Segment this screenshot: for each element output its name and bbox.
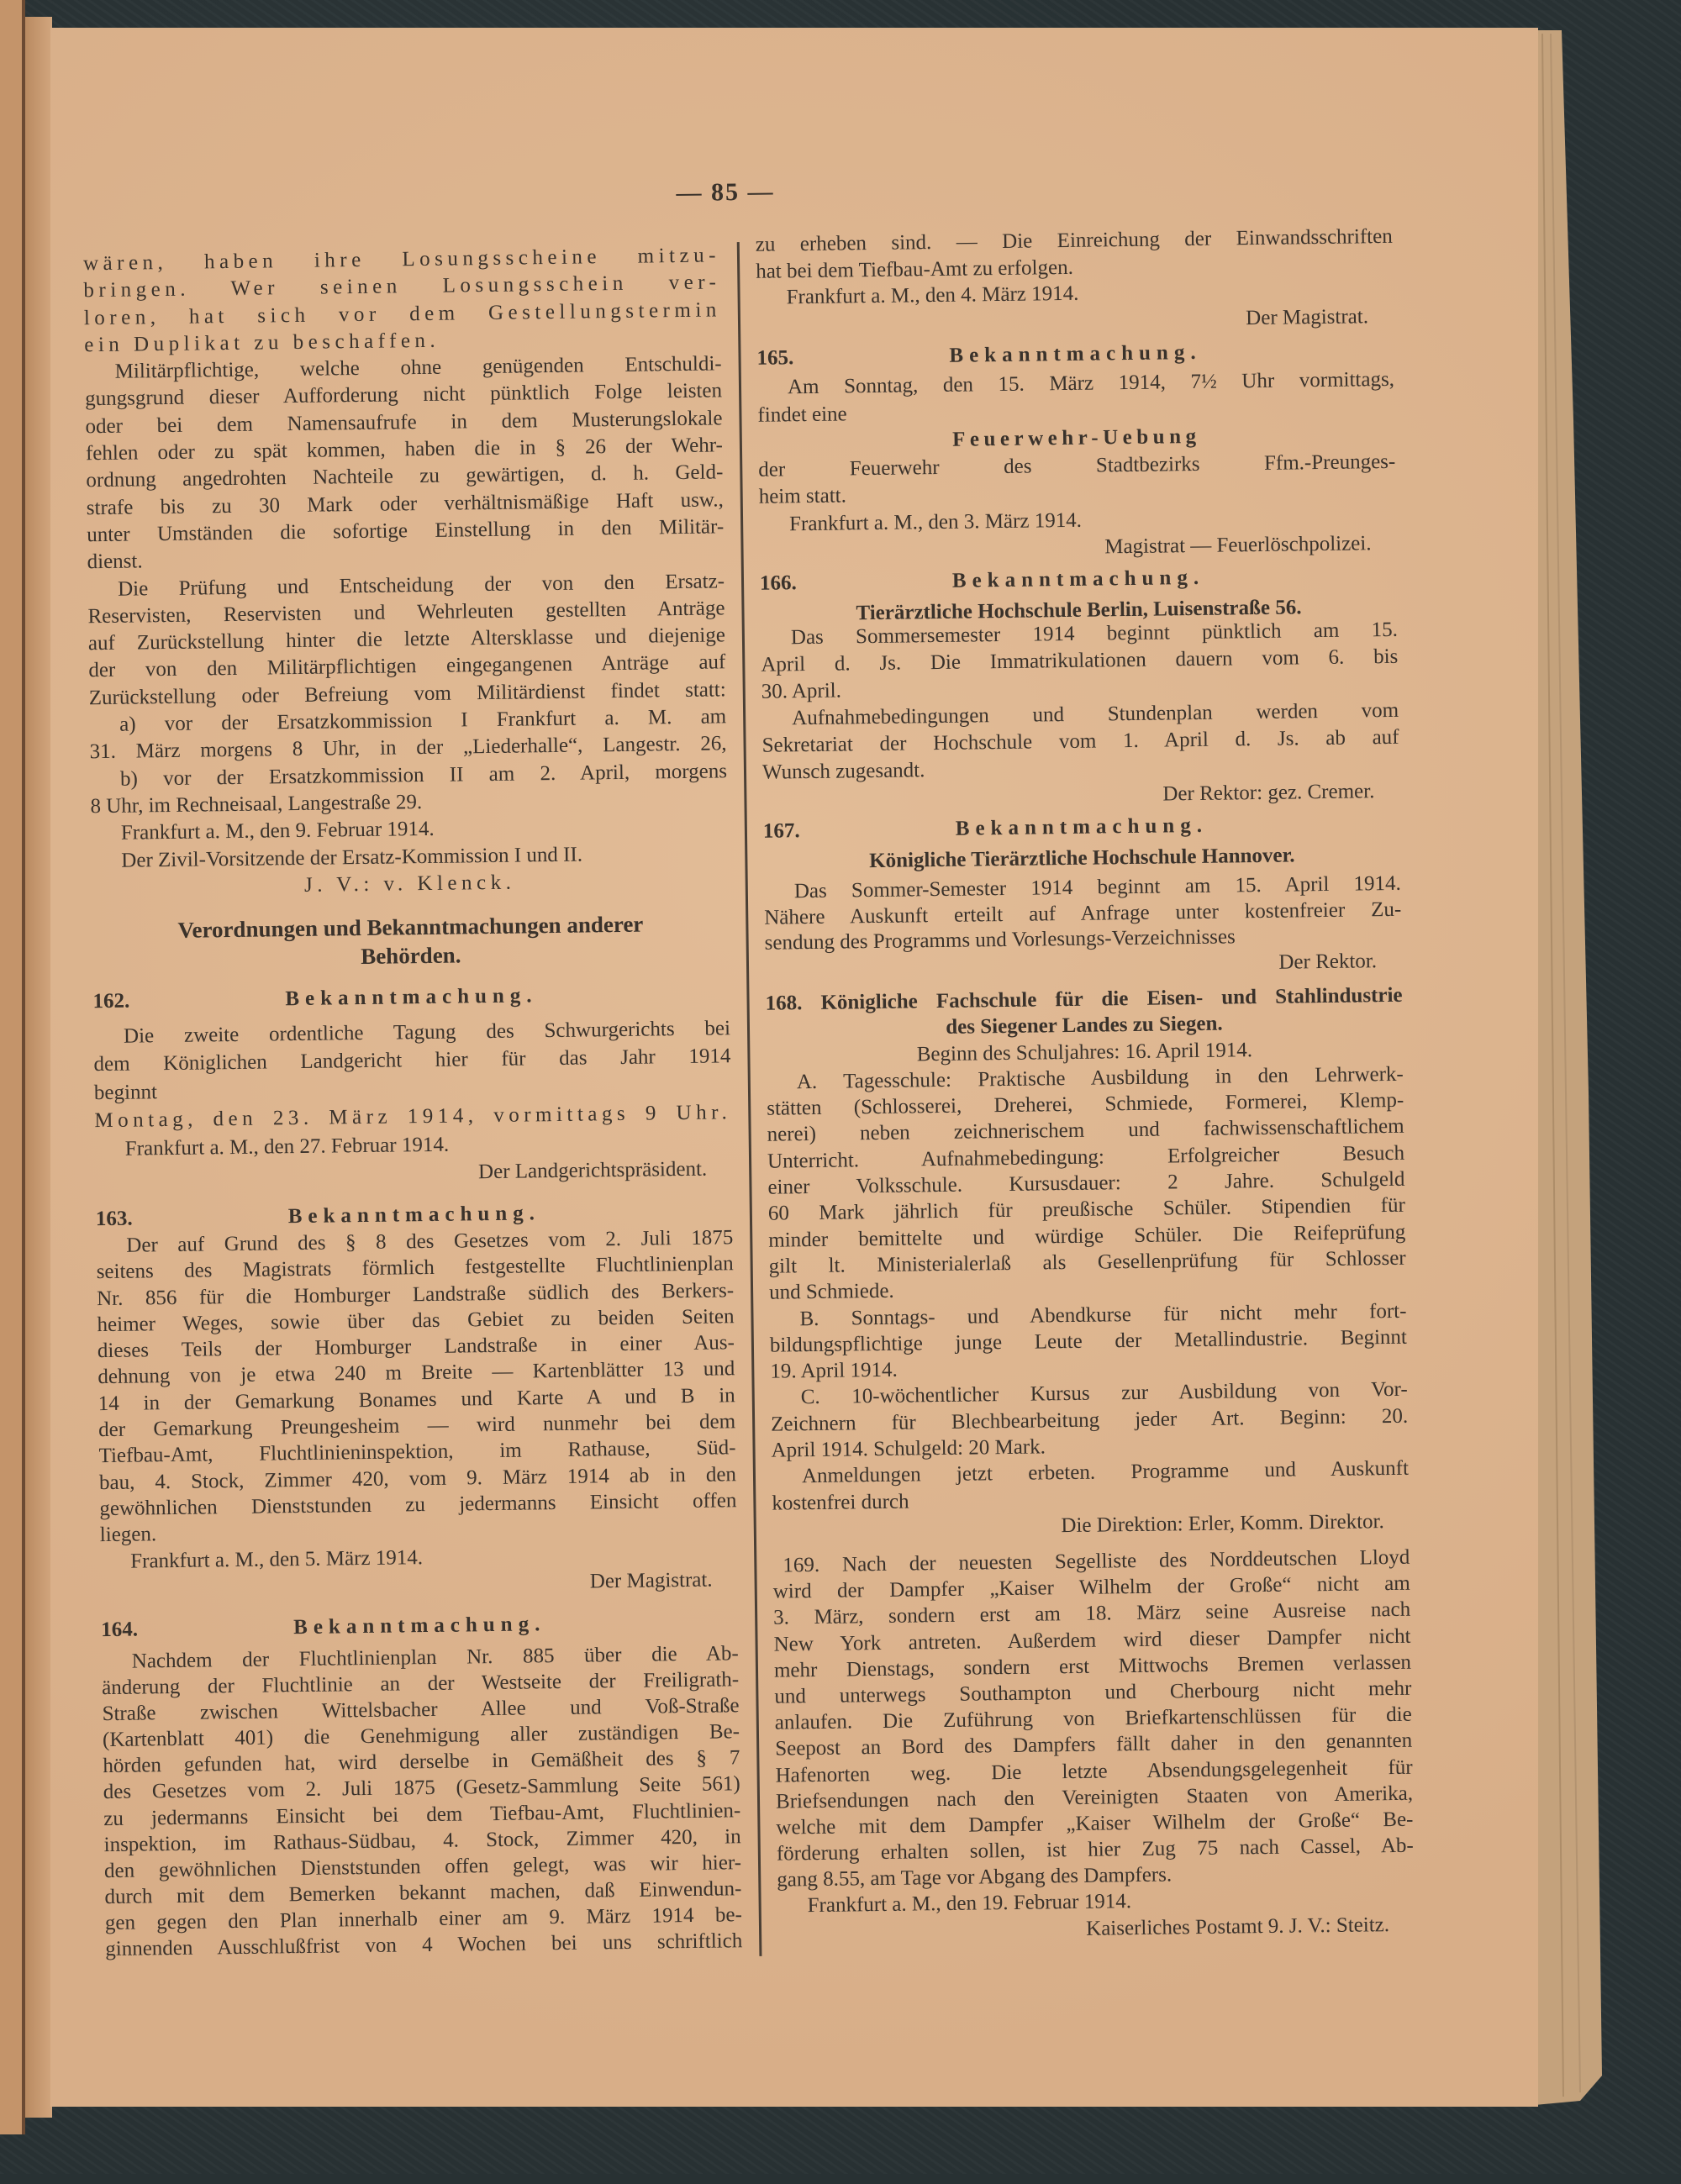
date-line: Frankfurt a. M., den 19. Februar 1914. <box>807 1890 1132 1918</box>
text-line: ginnenden Ausschlußfrist von 4 Wochen bei uns schriftlich <box>105 1929 743 1961</box>
text-line: Nr. 856 für die Homburger Landstraße südlich des Berkers- <box>96 1278 735 1310</box>
text-line: durch mit dem Bemerken bekannt machen, daß Einwendun- <box>104 1877 742 1908</box>
text-line: 19. April 1914. <box>770 1358 898 1383</box>
text-line: und unterwegs Southampton und Cherbourg nicht mehr <box>774 1676 1412 1708</box>
notice-169 <box>772 1545 1415 1946</box>
text-line: der Feuerwehr des Stadtbezirks Ffm.-Preunges- <box>758 450 1396 482</box>
text-line: mehr Dienstags, sondern erst Mittwochs Bremen verlassen <box>773 1650 1412 1682</box>
text-line: förderung erhalten sollen, ist hier Zug 75 nach Cassel, Ab- <box>776 1834 1414 1866</box>
text-line: Straße zwischen Wittelsbacher Allee und Voß-Straße <box>102 1694 740 1726</box>
text-line: gewöhnlichen Dienststunden zu jedermanns Einsicht offen <box>99 1489 737 1521</box>
text-line: nerei) neben zeichnerischem und fachwissenschaftlichem <box>767 1115 1404 1147</box>
signature-line: Der Magistrat. <box>589 1568 713 1593</box>
text-line: Nähere Auskunft erteilt auf Anfrage unter kostenfreier Zu- <box>764 897 1402 929</box>
text-line: gungsgrund dieser Aufforderung nicht pünktlich Folge leisten <box>84 379 723 411</box>
signature-name: J. V.: v. Klenck. <box>303 871 516 897</box>
text-line: (Kartenblatt 401) die Genehmigung aller zuständigen Be- <box>102 1720 740 1752</box>
text-line: dieses Teils der Homburger Landstraße in einer Aus- <box>97 1331 735 1363</box>
text-line: Sekretariat der Hochschule vom 1. April d. Js. ab auf <box>761 725 1399 757</box>
text-line: der Gemarkung Preungesheim — wird nunmehr bei dem <box>98 1410 736 1442</box>
text-line: anlaufen. Die Zuführung von Briefkartenschlüssen für die <box>774 1702 1412 1734</box>
text-line: beginnt <box>93 1080 158 1104</box>
text-line: dem Königlichen Landgericht hier für das Jahr 1914 <box>93 1045 731 1076</box>
notice-164-continued <box>756 224 1394 339</box>
text-line: hörden gefunden hat, wird derselbe in Gemäßheit des § 7 <box>103 1746 740 1778</box>
text-line: welche mit dem Dampfer „Kaiser Wilhelm der Große“ Be- <box>776 1808 1414 1839</box>
text-line: Hafenorten weg. Die letzte Absendungsgelegenheit für <box>775 1755 1413 1787</box>
signature-line: Kaiserliches Postamt 9. J. V.: Steitz. <box>1086 1913 1390 1940</box>
text-line: A. Tagesschule: Praktische Ausbildung in den Lehrwerk- <box>796 1062 1404 1094</box>
notice-number: 165. <box>756 346 794 370</box>
text-line: bau, 4. Stock, Zimmer 420, vom 9. März 1914 ab in den <box>98 1462 737 1494</box>
text-line: Das Sommer-Semester 1914 beginnt am 15. April 1914. <box>793 871 1401 903</box>
date-line: Frankfurt a. M., den 27. Februar 1914. <box>124 1133 450 1160</box>
notice-168 <box>765 982 1410 1543</box>
notice-title: Bekanntmachung. <box>949 340 1202 367</box>
text-line: a) vor der Ersatzkommission I Frankfurt a. M. am <box>119 705 727 736</box>
text-line: Beginn des Schuljahres: 16. April 1914. <box>916 1038 1253 1066</box>
notice-number: 166. <box>759 571 797 595</box>
notice-165 <box>756 337 1396 566</box>
text-line: seitens des Magistrats förmlich festgestellte Fluchtlinienplan <box>96 1252 734 1284</box>
notice-number: 164. <box>101 1618 139 1642</box>
text-line: Aufnahmebedingungen und Stundenplan werden vom <box>792 698 1399 730</box>
text-line: des Gesetzes vom 2. Juli 1875 (Gesetz-Sammlung Seite 561) <box>103 1772 740 1804</box>
text-line: einer Volksschule. Kursusdauer: 2 Jahre. Schulgeld <box>767 1167 1405 1199</box>
text-line: 31. März morgens 8 Uhr, in der „Liederhalle“, Langestr. 26, <box>89 732 727 764</box>
text-line: der von den Militärpflichtigen eingegangenen Anträge auf <box>88 650 726 682</box>
notice-164 <box>101 1608 742 1962</box>
text-line: zu erheben sind. — Die Einreichung der Einwandsschriften <box>755 224 1393 256</box>
text-line: 30. April. <box>761 679 842 703</box>
notice-title: Bekanntmachung. <box>285 984 538 1011</box>
notice-163 <box>96 1197 738 1601</box>
text-line: kostenfrei durch <box>772 1490 909 1515</box>
signature-line: Der Magistrat. <box>1246 305 1369 330</box>
signature-line: Die Direktion: Erler, Komm. Direktor. <box>1061 1510 1384 1538</box>
notice-subtitle: Tierärztliche Hochschule Berlin, Luisenstraße 56. <box>856 596 1302 625</box>
text-line: wird der Dampfer „Kaiser Wilhelm der Große“ nicht am <box>772 1571 1410 1603</box>
signature-line: Der Rektor: gez. Cremer. <box>1162 780 1375 806</box>
text-line: Reservisten, Reservisten und Wehrleuten gestellten Anträge <box>87 597 725 629</box>
text-line: hat bei dem Tiefbau-Amt zu erfolgen. <box>756 255 1074 283</box>
text-line: 14 in der Gemarkung Bonames und Karte A und B in <box>97 1384 735 1415</box>
text-line: Seepost an Bord des Dampfers fällt daher in den genannten <box>775 1729 1413 1760</box>
text-line: Zurückstellung oder Befreiung vom Militärdienst findet statt: <box>88 678 726 709</box>
text-line: April 1914. Schulgeld: 20 Mark. <box>771 1435 1046 1462</box>
text-line: minder bemittelte und würdige Schüler. Die Reifeprüfung <box>768 1220 1406 1252</box>
text-line: inspektion, im Rathaus-Südbau, 4. Stock, Zimmer 420, in <box>103 1824 741 1856</box>
text-line: Tiefbau-Amt, Fluchtlinieninspektion, im Rathause, Süd- <box>98 1436 736 1468</box>
date-line: Frankfurt a. M., den 5. März 1914. <box>130 1545 424 1573</box>
text-line: Der auf Grund des § 8 des Gesetzes vom 2. Juli 1875 <box>126 1226 734 1257</box>
text-line: Unterricht. Aufnahmebedingung: Erfolgreicher Besuch <box>767 1141 1405 1173</box>
text-line: oder bei dem Namensaufrufe in dem Musterungslokale <box>85 407 723 439</box>
heading-line: Behörden. <box>361 942 461 970</box>
event-title: Feuerwehr-Uebung <box>951 424 1201 451</box>
text-line: Am Sonntag, den 15. März 1914, 7½ Uhr vormittags, <box>787 367 1395 399</box>
text-line: liegen. <box>99 1523 157 1547</box>
text-line: Das Sommersemester 1914 beginnt pünktlich am 15. <box>790 618 1399 650</box>
text-line: strafe bis zu 30 Mark oder verhältnismäßige Haft usw., <box>86 487 724 519</box>
signature-line: Der Landgerichtspräsident. <box>477 1157 708 1184</box>
text-line: gilt lt. Ministerialerlaß als Gesellenprüfung für Schlosser <box>768 1246 1406 1278</box>
text-line: heimer Weges, sowie über das Gebiet zu beiden Seiten <box>97 1305 735 1337</box>
text-line: C. 10-wöchentlicher Kursus zur Ausbildung von Vor- <box>800 1378 1408 1409</box>
text-line: stätten (Schlosserei, Dreherei, Schmiede, Formerei, Klemp- <box>767 1088 1404 1120</box>
text-line: 3. März, sondern erst am 18. März seine Ausreise nach <box>773 1598 1411 1630</box>
date-line: Frankfurt a. M., den 9. Februar 1914. <box>120 818 435 845</box>
notice-number: 162. <box>92 989 130 1013</box>
text-line: änderung der Fluchtlinie an der Westseite der Freiligrath- <box>102 1668 740 1700</box>
text-line: 8 Uhr, im Rechneisaal, Langestraße 29. <box>90 790 423 818</box>
text-line: auf Zurückstellung hinter die letzte Altersklasse und diejenige <box>87 624 726 655</box>
notice-title: Bekanntmachung. <box>955 813 1209 840</box>
text-line: unter Umständen die sofortige Einstellung in den Militär- <box>87 515 725 547</box>
text-line: Anmeldungen jetzt erbeten. Programme und Auskunft <box>801 1457 1410 1488</box>
notice-number: 167. <box>762 819 800 843</box>
text-line: loren, hat sich vor dem Gestellungstermin <box>83 297 721 329</box>
text-line: heim statt. <box>758 484 847 508</box>
text-line: Militärpflichtige, welche ohne genügenden Entschuldi- <box>114 352 722 383</box>
text-line: Die Prüfung und Entscheidung der von den Ersatz- <box>117 569 725 601</box>
text-line: gang 8.55, am Tage vor Abgang des Dampfers. <box>777 1863 1172 1892</box>
text-line: findet eine <box>757 402 847 427</box>
text-line: bringen. Wer seinen Losungsschein ver- <box>83 271 721 303</box>
text-line: dehnung von je etwa 240 m Breite — Kartenblätter 13 und <box>97 1357 735 1389</box>
notice-title: Bekanntmachung. <box>293 1613 546 1639</box>
signature-line: Magistrat — Feuerlöschpolizei. <box>1104 532 1372 559</box>
notice-heading: 168. Königliche Fachschule für die Eisen- und Stahlindustrie <box>765 983 1403 1015</box>
text-line: 169. Nach der neuesten Segelliste des Norddeutschen Lloyd <box>783 1545 1410 1577</box>
text-line: fehlen oder zu spät kommen, haben die in § 26 der Wehr- <box>85 434 724 466</box>
text-line: zu jedermanns Einsicht bei dem Tiefbau-Amt, Fluchtlinien- <box>103 1798 741 1830</box>
text-line: gen gegen den Plan innerhalb einer am 9. März 1914 be- <box>104 1903 742 1935</box>
text-line: bildungspflichtige junge Leute der Metallindustrie. Beginnt <box>769 1325 1408 1357</box>
text-line: New York antreten. Außerdem wird dieser Dampfer nicht <box>773 1624 1411 1656</box>
text-line: 60 Mark jährlich für preußische Schüler. Stipendien für <box>767 1194 1406 1226</box>
text-line: ein Duplikat zu beschaffen. <box>84 329 440 357</box>
notice-title: Bekanntmachung. <box>287 1202 541 1229</box>
text-line: April d. Js. Die Immatrikulationen dauern vom 6. bis <box>761 645 1399 676</box>
notice-166 <box>760 562 1400 813</box>
date-line: Frankfurt a. M., den 3. März 1914. <box>788 508 1083 535</box>
text-line: den gewöhnlichen Dienststunden offen gelegt, was wir hier- <box>103 1850 742 1882</box>
notice-number: 163. <box>95 1207 133 1231</box>
text-line: sendung des Programms und Vorlesungs-Verzeichnisses <box>764 925 1236 955</box>
notice-167 <box>763 810 1402 983</box>
heading-line: Verordnungen und Bekanntmachungen anderer <box>177 911 644 943</box>
notice-title: Bekanntmachung. <box>951 566 1205 592</box>
section-military-notice <box>83 242 729 902</box>
signature-line: Der Rektor. <box>1278 950 1378 974</box>
text-line: Montag, den 23. März 1914, vormittags 9 Uhr. <box>94 1101 732 1133</box>
text-line: Zeichnern für Blechbearbeitung jeder Art. Beginn: 20. <box>770 1404 1409 1436</box>
notice-heading: des Siegener Landes zu Siegen. <box>946 1012 1223 1039</box>
text-line: wären, haben ihre Losungsscheine mitzu- <box>82 244 721 276</box>
section-heading <box>92 908 730 974</box>
text-line: B. Sonntags- und Abendkurse für nicht mehr fort- <box>799 1299 1407 1330</box>
text-line: dienst. <box>87 550 143 574</box>
signature-line: Der Zivil-Vorsitzende der Ersatz-Kommission I und II. <box>121 843 583 872</box>
text-line: und Schmiede. <box>768 1280 894 1304</box>
date-line: Frankfurt a. M., den 4. März 1914. <box>786 282 1079 309</box>
notice-subtitle: Königliche Tierärztliche Hochschule Hannover. <box>868 844 1295 873</box>
notice-162 <box>92 979 732 1191</box>
text-line: Wunsch zugesandt. <box>761 759 925 784</box>
text-line: Die zweite ordentliche Tagung des Schwurgerichts bei <box>123 1017 731 1048</box>
text-line: b) vor der Ersatzkommission II am 2. April, morgens <box>119 759 728 791</box>
text-line: Nachdem der Fluchtlinienplan Nr. 885 über die Ab- <box>131 1642 739 1673</box>
page-number: — 85 — <box>676 177 775 208</box>
text-line: ordnung angedrohten Nachteile zu gewärtigen, d. h. Geld- <box>86 460 724 492</box>
text-line: Briefsendungen nach den Vereinigten Staaten von Amerika, <box>775 1781 1414 1813</box>
